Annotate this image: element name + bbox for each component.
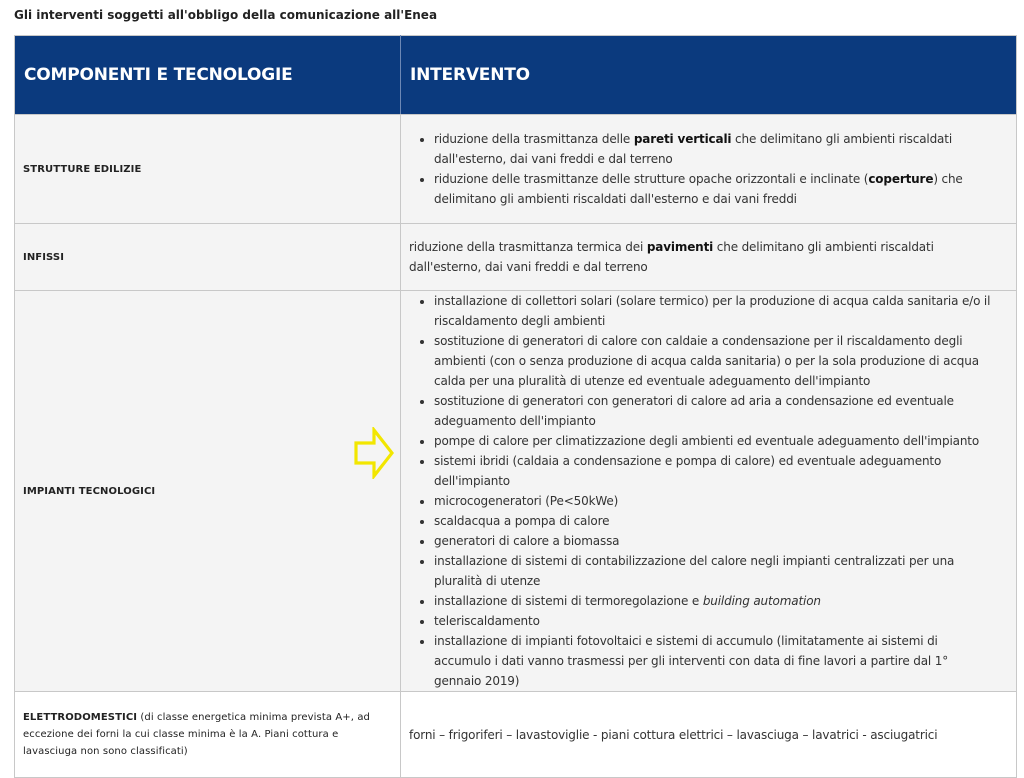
list-item: • installazione di collettori solari (solare termico) per la produzione di acqua calda sanitaria e/o il riscaldamento degli ambienti [434, 291, 996, 331]
intervention-cell [401, 115, 1017, 224]
list-item: • installazione di impianti fotovoltaici e sistemi di accumulo (limitatamente ai sistemi di accumulo i dati vanno trasmessi per gli interventi con data di fine lavori a partire dal 1° gennaio 2019) [434, 631, 996, 691]
interventions-table [14, 35, 1017, 778]
component-cell: INFISSI [15, 224, 401, 291]
intervention-list [409, 129, 996, 209]
header-intervention: INTERVENTO [401, 36, 1017, 115]
list-item: • sistemi ibridi (caldaia a condensazione e pompa di calore) ed eventuale adeguamento dell'impianto [434, 451, 996, 491]
list-item: • sostituzione di generatori con generatori di calore ad aria a condensazione ed eventuale adeguamento dell'impianto [434, 391, 996, 431]
intervention-cell [401, 224, 1017, 291]
list-item: • scaldacqua a pompa di calore [434, 511, 996, 531]
arrow-right-icon [354, 427, 394, 479]
component-note: (di classe energetica minima prevista A+, ad eccezione dei forni la cui classe minima è la A. Piani cottura e lavasciuga non sono classificati) [23, 712, 370, 757]
intervention-text: riduzione della trasmittanza termica dei pavimenti che delimitano gli ambienti riscaldati dall'esterno, dai vani freddi e dal terreno [409, 240, 934, 274]
list-item: • installazione di sistemi di termoregolazione e building automation [434, 591, 996, 611]
list-item-highlighted: • pompe di calore per climatizzazione degli ambienti ed eventuale adeguamento dell'impianto [434, 431, 996, 451]
list-item: • riduzione della trasmittanza delle pareti verticali che delimitano gli ambienti riscaldati dall'esterno, dai vani freddi e dal terreno [434, 129, 996, 169]
table-row-infissi [15, 224, 1017, 291]
intervention-text: forni – frigoriferi – lavastoviglie - piani cottura elettrici – lavasciuga – lavatrici - asciugatrici [409, 727, 938, 742]
table-caption: Gli interventi soggetti all'obbligo della comunicazione all'Enea [14, 8, 438, 22]
component-cell: IMPIANTI TECNOLOGICI [15, 291, 401, 692]
intervention-cell [401, 291, 1017, 692]
list-item: • generatori di calore a biomassa [434, 531, 996, 551]
list-item: • teleriscaldamento [434, 611, 996, 631]
table-header-row [15, 36, 1017, 115]
list-item: • microcogeneratori (Pe<50kWe) [434, 491, 996, 511]
intervention-list [409, 291, 996, 691]
list-item: • installazione di sistemi di contabilizzazione del calore negli impianti centralizzati per una pluralità di utenze [434, 551, 996, 591]
header-components: COMPONENTI E TECNOLOGIE [15, 36, 401, 115]
table-row-strutture [15, 115, 1017, 224]
table-row-impianti [15, 291, 1017, 692]
component-cell: STRUTTURE EDILIZIE [15, 115, 401, 224]
component-cell: ELETTRODOMESTICI (di classe energetica minima prevista A+, ad eccezione dei forni la cui classe minima è la A. Piani cottura e lavasciuga non sono classificati) [15, 692, 401, 778]
list-item: • sostituzione di generatori di calore con caldaie a condensazione per il riscaldamento degli ambienti (con o senza produzione di acqua calda sanitaria) o per la sola produzione di acqua calda per una pluralità di utenze ed eventuale adeguamento dell'impianto [434, 331, 996, 391]
list-item: • riduzione delle trasmittanze delle strutture opache orizzontali e inclinate (coperture) che delimitano gli ambienti riscaldati dall'esterno e dai vani freddi [434, 169, 996, 209]
intervention-cell [401, 692, 1017, 778]
table-row-elettrodomestici [15, 692, 1017, 778]
